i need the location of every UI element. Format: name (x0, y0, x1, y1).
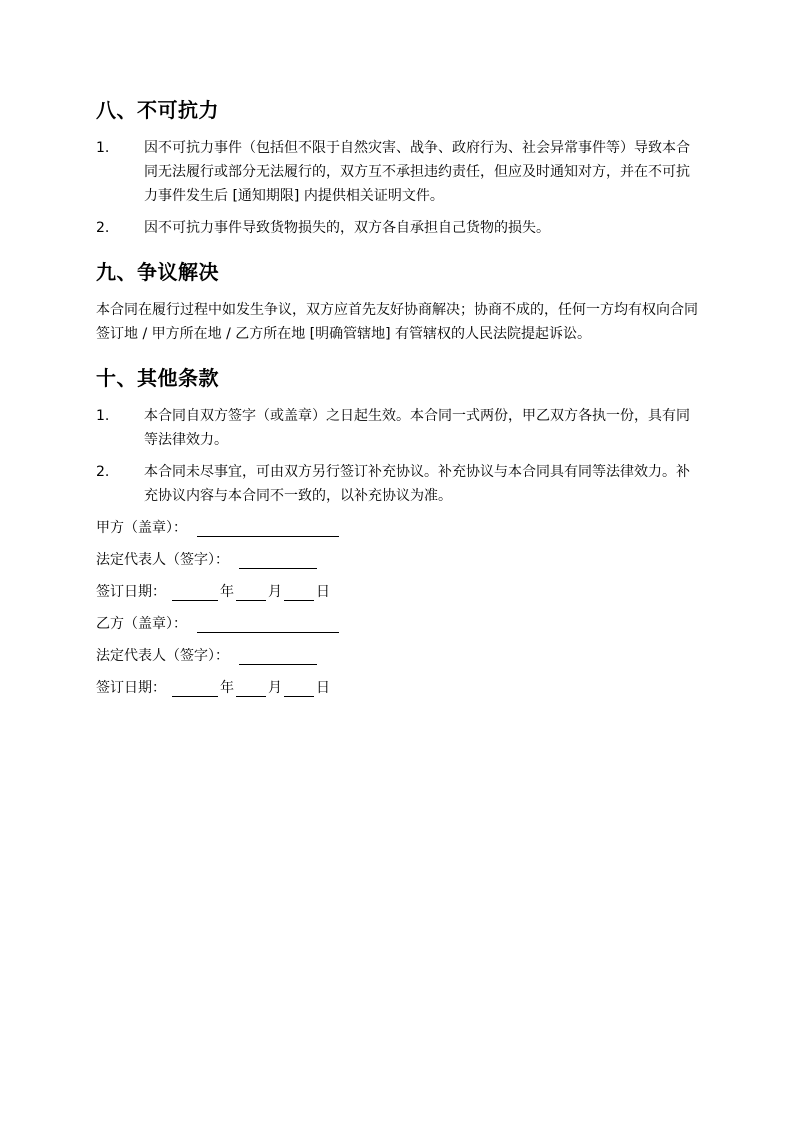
section-title: 九、争议解决 (96, 260, 219, 284)
party-b-row (96, 612, 700, 636)
contract-page (96, 96, 700, 708)
rep-a-signature-line[interactable] (239, 550, 317, 569)
section-dispute-resolution (96, 258, 700, 346)
party-b-label: 乙方（盖章）： (96, 616, 187, 632)
party-b-seal-line[interactable] (197, 614, 339, 633)
rep-a-row (96, 548, 700, 572)
date-b-label: 签订日期： (96, 680, 166, 696)
year-blank[interactable] (172, 678, 218, 697)
section-title: 八、不可抗力 (96, 98, 219, 122)
month-blank[interactable] (236, 582, 266, 601)
party-a-row (96, 516, 700, 540)
month-label: 月 (268, 680, 282, 696)
rep-a-label: 法定代表人（签字）： (96, 552, 229, 568)
year-label: 年 (220, 680, 234, 696)
clause-list (96, 404, 700, 508)
item-text: 本合同未尽事宜，可由双方另行签订补充协议。补充协议与本合同具有同等法律效力。补充协议内容与本合同不一致的，以补充协议为准。 (144, 464, 690, 504)
month-blank[interactable] (236, 678, 266, 697)
rep-b-signature-line[interactable] (239, 646, 317, 665)
day-label: 日 (316, 584, 330, 600)
item-text: 因不可抗力事件导致货物损失的，双方各自承担自己货物的损失。 (144, 220, 550, 236)
item-text: 因不可抗力事件（包括但不限于自然灾害、战争、政府行为、社会异常事件等）导致本合同无法履行或部分无法履行的，双方互不承担违约责任，但应及时通知对方，并在不可抗力事件发生后 [通知期限] 内提供相关证明文件。 (144, 140, 690, 204)
rep-b-row (96, 644, 700, 668)
list-item (96, 460, 700, 508)
day-blank[interactable] (284, 678, 314, 697)
date-b-row (96, 676, 700, 700)
list-item (96, 216, 700, 240)
year-blank[interactable] (172, 582, 218, 601)
section-paragraph: 本合同在履行过程中如发生争议，双方应首先友好协商解决；协商不成的，任何一方均有权向合同签订地 / 甲方所在地 / 乙方所在地 [明确管辖地] 有管辖权的人民法院提起诉讼。 (96, 302, 698, 342)
clause-list (96, 136, 700, 240)
item-number: 2. (96, 464, 110, 480)
day-label: 日 (316, 680, 330, 696)
month-label: 月 (268, 584, 282, 600)
item-text: 本合同自双方签字（或盖章）之日起生效。本合同一式两份，甲乙双方各执一份，具有同等法律效力。 (144, 408, 690, 448)
party-a-label: 甲方（盖章）： (96, 520, 187, 536)
item-number: 1. (96, 140, 110, 156)
section-force-majeure (96, 96, 700, 240)
date-a-row (96, 580, 700, 604)
year-label: 年 (220, 584, 234, 600)
item-number: 1. (96, 408, 110, 424)
date-a-label: 签订日期： (96, 584, 166, 600)
day-blank[interactable] (284, 582, 314, 601)
party-a-seal-line[interactable] (197, 518, 339, 537)
signature-block (96, 516, 700, 700)
item-number: 2. (96, 220, 110, 236)
list-item (96, 136, 700, 208)
list-item (96, 404, 700, 452)
rep-b-label: 法定代表人（签字）： (96, 648, 229, 664)
section-other-terms (96, 364, 700, 508)
section-title: 十、其他条款 (96, 366, 219, 390)
